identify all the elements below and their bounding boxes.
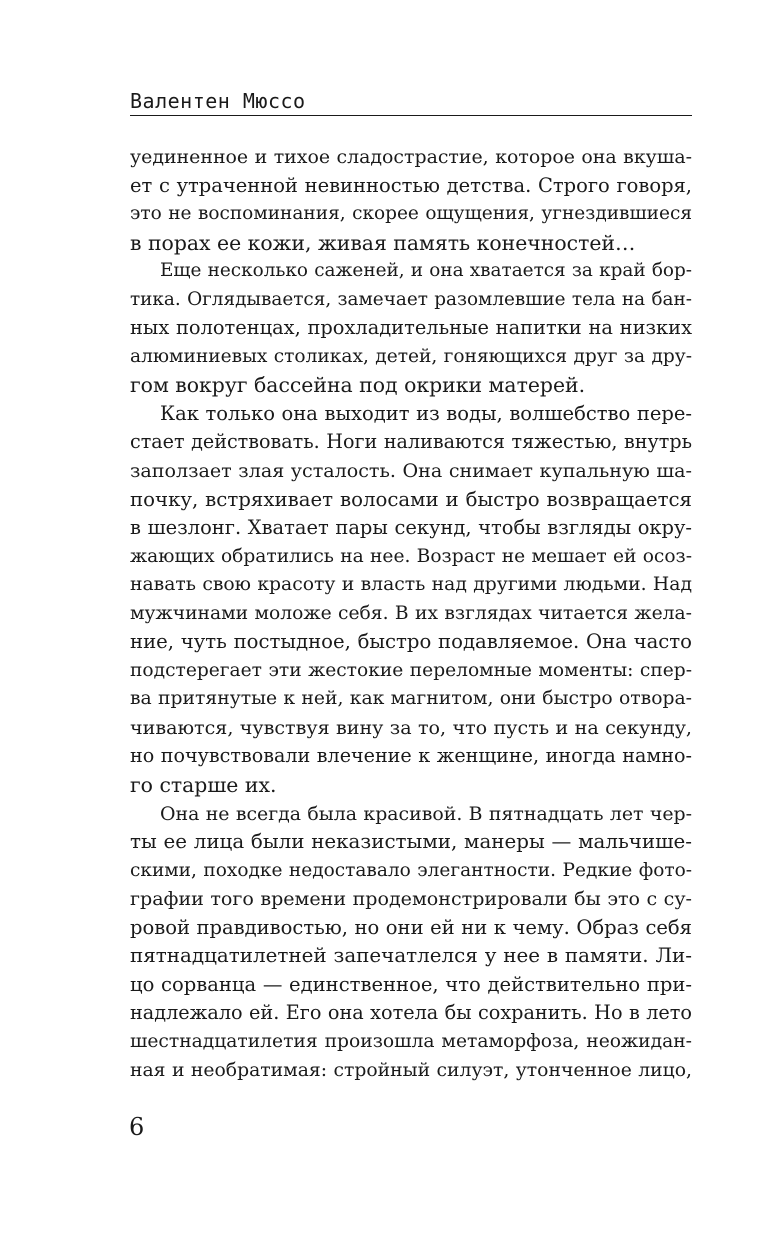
text-line: цо сорванца — единственное, что действительно при-: [130, 972, 692, 996]
text-line: шестнадцатилетия произошла метаморфоза, неожидан-: [130, 1030, 692, 1052]
text-line: мужчинами моложе себя. В их взглядах читается жела-: [130, 602, 692, 624]
text-line: ных полотенцах, прохладительные напитки на низких: [130, 316, 692, 340]
text-line: Как только она выходит из воды, волшебство пере-: [160, 401, 692, 425]
text-line: ет с утраченной невинностью детства. Строго говоря,: [130, 173, 692, 197]
running-header: [130, 89, 692, 116]
text-line: ние, чуть постыдное, быстро подавляемое. Она часто: [130, 630, 692, 654]
text-line: скими, походке недоставало элегантности. Редкие фото-: [130, 859, 692, 881]
text-line: навать свою красоту и власть над другими людьми. Над: [130, 574, 692, 596]
text-line: Еще несколько саженей, и она хватается за край бор-: [160, 260, 692, 282]
text-line: но почувствовали влечение к женщине, иногда намно-: [130, 744, 692, 768]
text-line: гом вокруг бассейна под окрики матерей.: [130, 373, 586, 398]
text-line: надлежало ей. Его она хотела бы сохранить. Но в лето: [130, 1001, 692, 1025]
page-number: 6: [129, 1113, 145, 1141]
text-line: в шезлонг. Хватает пары секунд, чтобы взгляды окру-: [130, 516, 692, 540]
author-name: Валентен Мюссо: [130, 89, 306, 113]
text-line: ная и необратимая: стройный силуэт, утонченное лицо,: [130, 1059, 692, 1081]
text-line: графии того времени продемонстрировали бы это с су-: [130, 888, 692, 911]
text-line: го старше их.: [130, 773, 277, 798]
text-line: жающих обратились на нее. Возраст не мешает ей осоз-: [130, 545, 692, 567]
text-line: пятнадцатилетней запечатлелся у нее в памяти. Ли-: [130, 944, 692, 968]
text-line: почку, встряхивает волосами и быстро возвращается: [130, 487, 692, 511]
text-line: алюминиевых столиках, детей, гоняющихся друг за дру-: [130, 345, 692, 367]
text-line: уединенное и тихое сладострастие, которое она вкуша-: [130, 146, 692, 168]
text-line: подстерегает эти жестокие переломные моменты: спер-: [130, 659, 692, 681]
text-line: ровой правдивостью, но они ей ни к чему. Образ себя: [130, 915, 692, 939]
text-line: ты ее лица были неказистыми, манеры — мальчише-: [130, 830, 692, 854]
text-line: тика. Оглядывается, замечает разомлевшие тела на бан-: [130, 288, 692, 310]
text-line: это не воспоминания, скорее ощущения, угнездившиеся: [130, 203, 692, 225]
text-line: чиваются, чувствуя вину за то, что пусть и на секунду,: [130, 715, 692, 739]
text-line: ва притянутые к ней, как магнитом, они быстро отвора-: [130, 688, 692, 710]
text-line: стает действовать. Ноги наливаются тяжестью, внутрь: [130, 430, 692, 454]
text-line: заползает злая усталость. Она снимает купальную ша-: [130, 459, 692, 483]
text-line: Она не всегда была красивой. В пятнадцать лет чер-: [160, 802, 692, 825]
body-text: [130, 143, 692, 1085]
text-line: в порах ее кожи, живая память конечностей…: [130, 230, 636, 255]
